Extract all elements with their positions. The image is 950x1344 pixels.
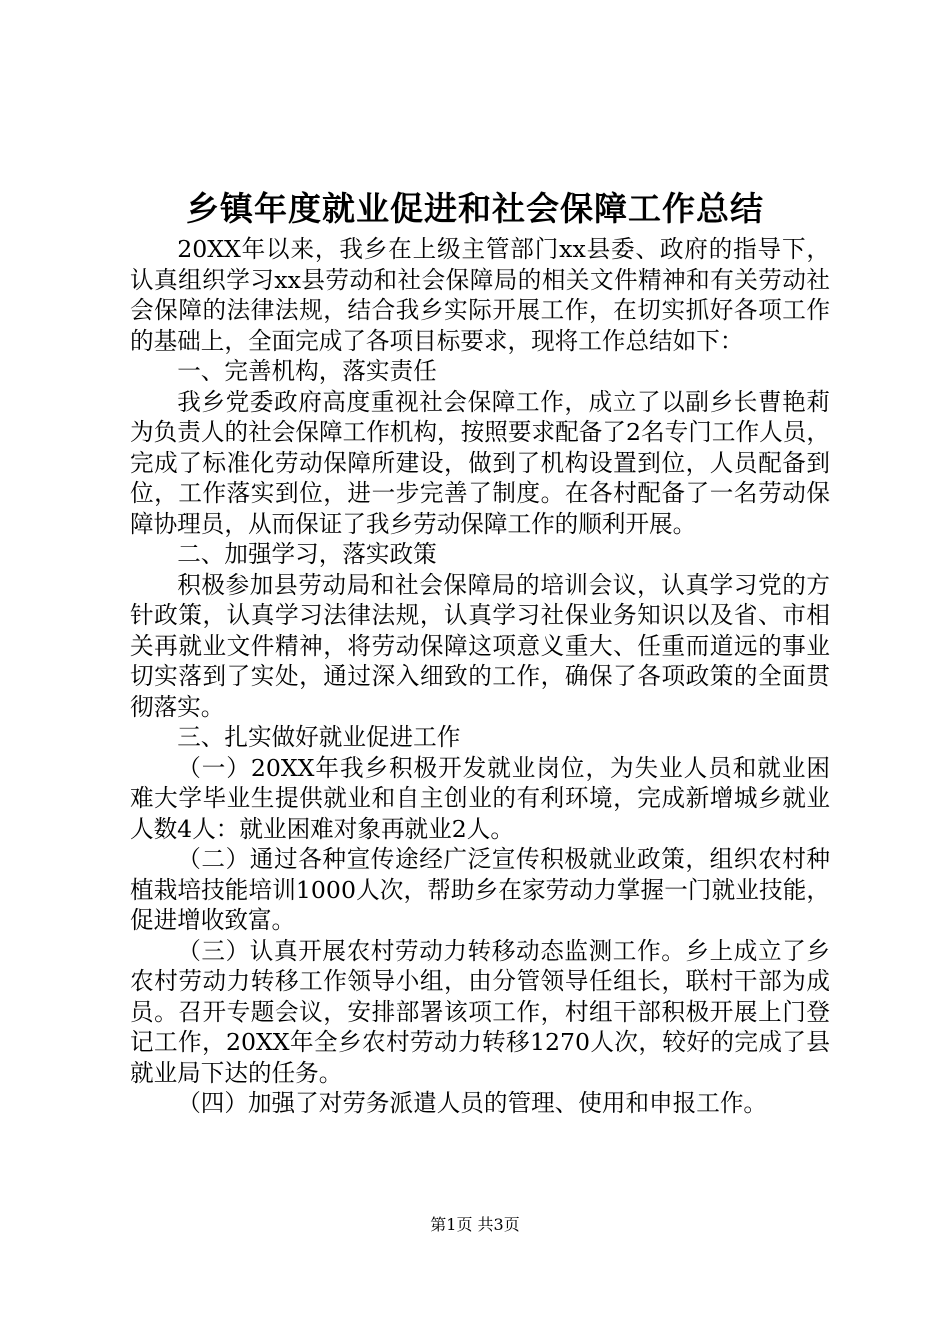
paragraph-item-1: （一）20XX年我乡积极开发就业岗位，为失业人员和就业困难大学毕业生提供就业和自主创业的有利环境，完成新增城乡就业人数4人：就业困难对象再就业2人。 bbox=[130, 753, 830, 843]
section-heading-1: 一、完善机构，落实责任 bbox=[177, 357, 437, 385]
document-body bbox=[130, 234, 830, 1119]
page-footer: 第1页 共3页 bbox=[430, 1215, 520, 1234]
paragraph-intro: 20XX年以来，我乡在上级主管部门xx县委、政府的指导下，认真组织学习xx县劳动和社会保障局的相关文件精神和有关劳动社会保障的法律法规，结合我乡实际开展工作，在切实抓好各项工作的基础上，全面完成了各项目标要求，现将工作总结如下： bbox=[130, 235, 830, 355]
paragraph-section-2: 积极参加县劳动局和社会保障局的培训会议，认真学习党的方针政策，认真学习法律法规，认真学习社保业务知识以及省、市相关再就业文件精神，将劳动保障这项意义重大、任重而道远的事业切实落到了实处，通过深入细致的工作，确保了各项政策的全面贯彻落实。 bbox=[130, 570, 830, 721]
document-title: 乡镇年度就业促进和社会保障工作总结 bbox=[186, 189, 764, 228]
paragraph-item-2: （二）通过各种宣传途经广泛宣传积极就业政策，组织农村种植栽培技能培训1000人次，帮助乡在家劳动力掌握一门就业技能，促进增收致富。 bbox=[130, 845, 830, 934]
paragraph-item-4: （四）加强了对劳务派遣人员的管理、使用和申报工作。 bbox=[177, 1089, 768, 1117]
section-heading-3: 三、扎实做好就业促进工作 bbox=[177, 723, 461, 751]
section-heading-2: 二、加强学习，落实政策 bbox=[177, 540, 437, 568]
paragraph-item-3: （三）认真开展农村劳动力转移动态监测工作。乡上成立了乡农村劳动力转移工作领导小组，由分管领导任组长，联村干部为成员。召开专题会议，安排部署该项工作，村组干部积极开展上门登记工作，20XX年全乡农村劳动力转移1270人次，较好的完成了县就业局下达的任务。 bbox=[130, 936, 830, 1087]
paragraph-section-1: 我乡党委政府高度重视社会保障工作，成立了以副乡长曹艳莉为负责人的社会保障工作机构，按照要求配备了2名专门工作人员，完成了标准化劳动保障所建设，做到了机构设置到位，人员配备到位，工作落实到位，进一步完善了制度。在各村配备了一名劳动保障协理员，从而保证了我乡劳动保障工作的顺利开展。 bbox=[130, 387, 830, 538]
